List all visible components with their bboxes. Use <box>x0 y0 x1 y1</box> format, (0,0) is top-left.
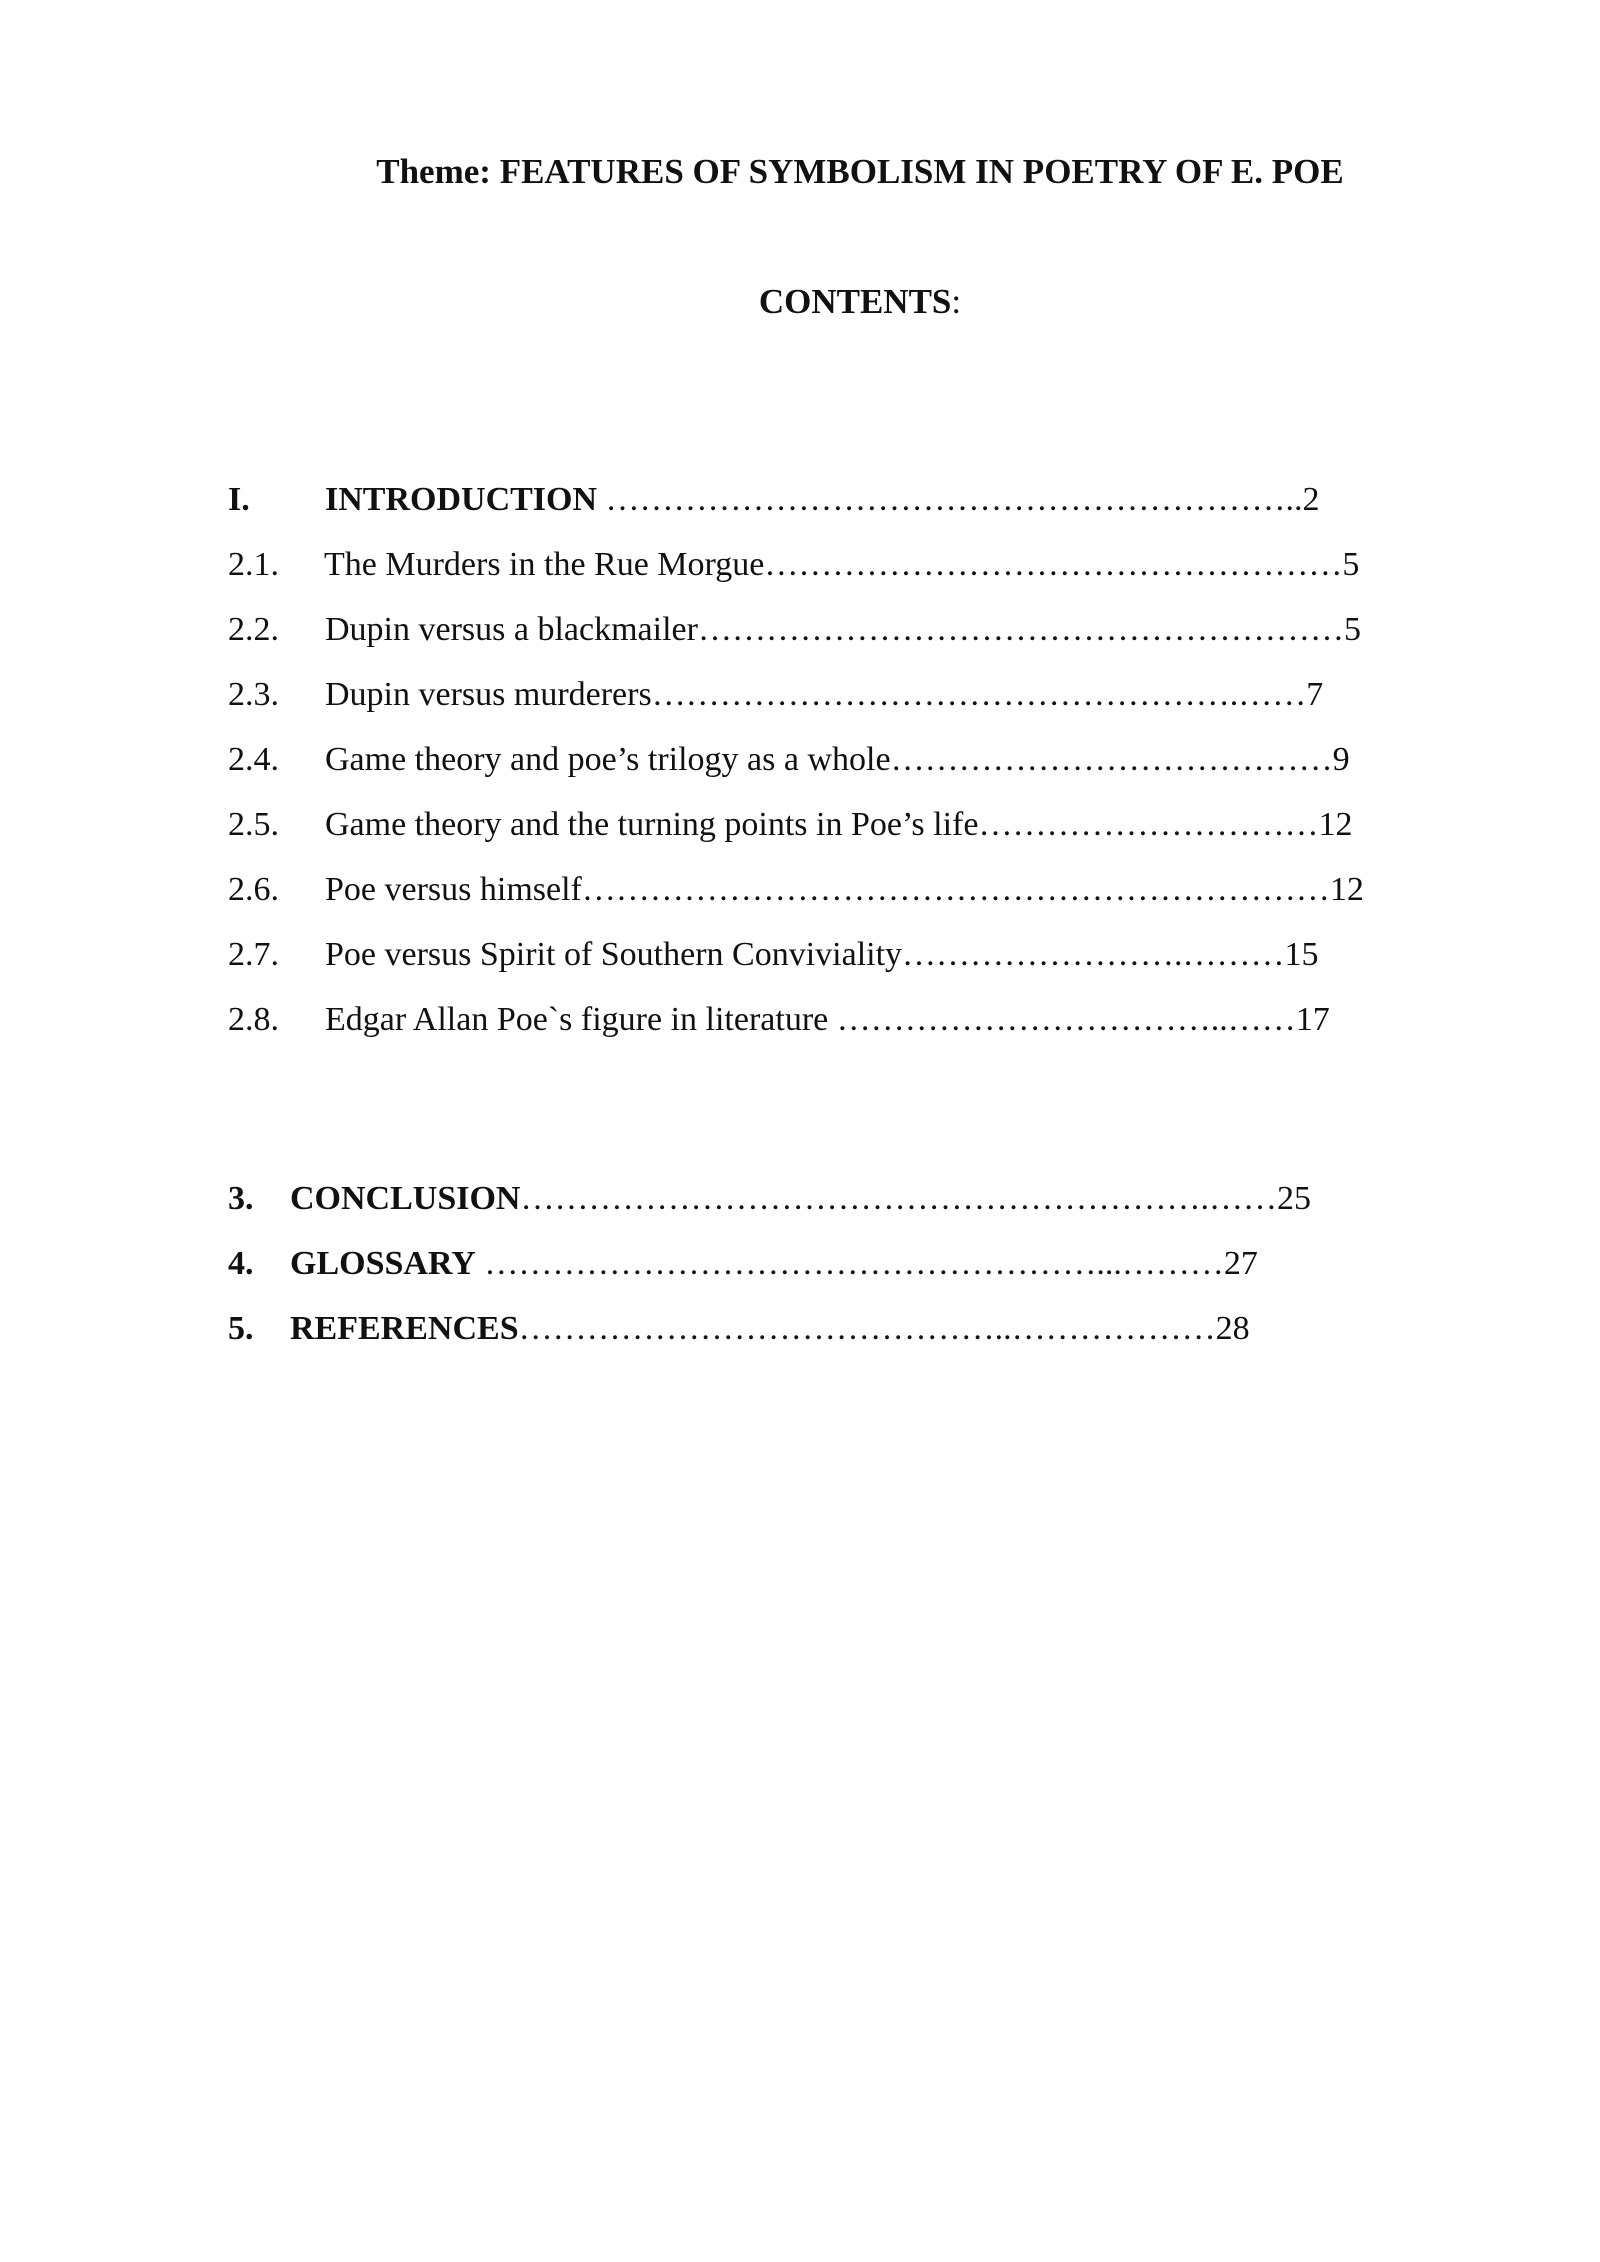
contents-heading-label: CONTENTS <box>758 282 952 321</box>
toc-entry-number: 2.5. <box>228 806 279 843</box>
toc-entry-number: 2.4. <box>228 741 279 778</box>
toc-entry-number: 2.3. <box>228 676 279 713</box>
toc-entry-text <box>325 478 1320 522</box>
toc-entry-text: Poe versus himself…………………………………………………………12 <box>325 871 1364 908</box>
toc-entry-text: Poe versus Spirit of Southern Conviviality…………………….………15 <box>325 936 1319 973</box>
toc-entry-number: 2.1. <box>228 546 279 583</box>
document-title: Theme: FEATURES OF SYMBOLISM IN POETRY OF E. POE <box>376 152 1344 191</box>
toc-entry-text <box>290 1307 1250 1351</box>
toc-entry-title: CONCLUSION <box>290 1180 521 1217</box>
toc-entry-text: Dupin versus murderers…………………………………………….……7 <box>325 676 1324 713</box>
contents-heading <box>0 280 1600 324</box>
toc-entry-leader: ……………………………………………………..2 <box>597 481 1320 518</box>
toc-entry-leader: …………………………………………………….……25 <box>520 1180 1311 1217</box>
toc-entry-number: 2.8. <box>228 1001 279 1038</box>
toc-entry-text: The Murders in the Rue Morgue……………………………………………5 <box>324 546 1360 583</box>
toc-entry-number: 5. <box>228 1310 254 1347</box>
toc-entry-title: REFERENCES <box>290 1310 519 1347</box>
toc-entry-number: 2.7. <box>228 936 279 973</box>
toc-entry-text: Dupin versus a blackmailer…………………………………………………5 <box>325 611 1361 648</box>
toc-entry-text <box>290 1177 1311 1221</box>
toc-entry-text: Game theory and poe’s trilogy as a whole…………………………………9 <box>325 741 1350 778</box>
toc-entry-text <box>290 1242 1258 1286</box>
toc-entry-text: Edgar Allan Poe`s figure in literature ……………………………..……17 <box>325 1001 1330 1038</box>
toc-entry-number: 2.2. <box>228 611 279 648</box>
contents-heading-colon: : <box>951 282 962 321</box>
toc-entry-leader: ……………………………………..………………28 <box>518 1310 1250 1347</box>
toc-entry-title: INTRODUCTION <box>325 481 598 518</box>
toc-entry-leader: ………………………………………………...………27 <box>475 1245 1258 1282</box>
toc-entry-title: GLOSSARY <box>290 1245 476 1282</box>
toc-entry-number: 4. <box>228 1245 254 1282</box>
toc-entry-number: I. <box>228 481 250 518</box>
toc-entry-text: Game theory and the turning points in Poe’s life…………………………12 <box>325 806 1353 843</box>
toc-entry-number: 2.6. <box>228 871 279 908</box>
toc-entry-number: 3. <box>228 1180 254 1217</box>
